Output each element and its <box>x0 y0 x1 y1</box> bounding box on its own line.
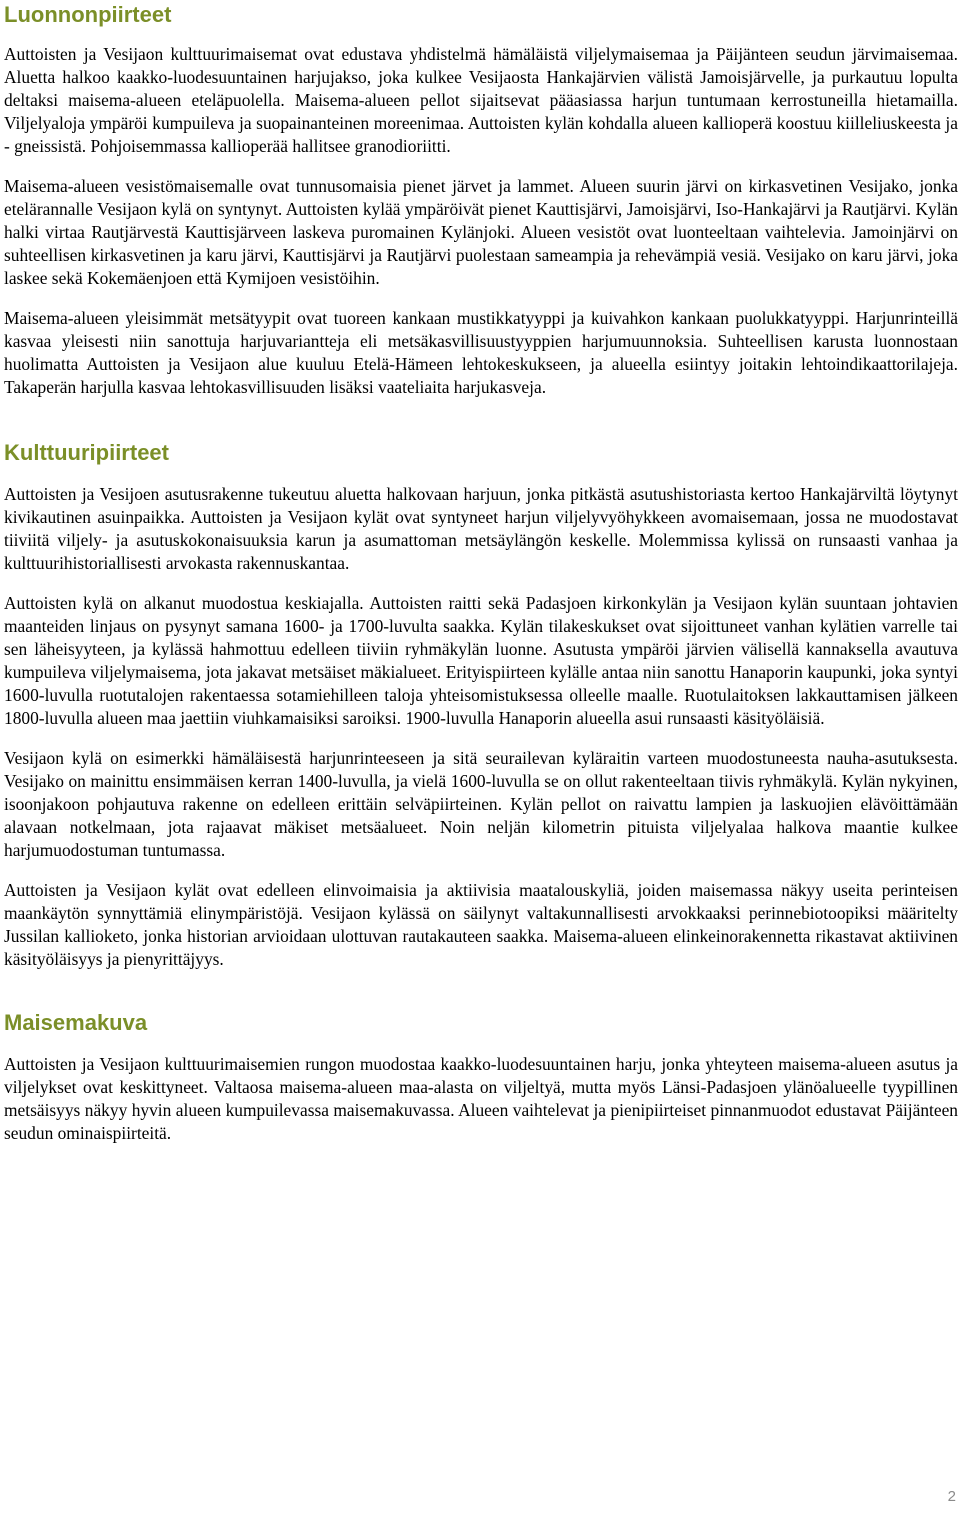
section-heading: Maisemakuva <box>4 1010 148 1035</box>
page-number: 2 <box>947 1488 956 1505</box>
section-heading: Kulttuuripiirteet <box>4 440 169 465</box>
document-page <box>4 0 958 1145</box>
section-heading: Luonnonpiirteet <box>4 2 172 27</box>
section-luonnonpiirteet <box>4 1 958 399</box>
body-paragraph: Maisema-alueen vesistömaisemalle ovat tunnusomaisia pienet järvet ja lammet. Alueen suurin järvi on kirkasvetinen Vesijako, jonka etelärannalle Vesijaon kylä on syntynyt. Auttoisten kylää ympäröivät pienet Kauttisjärvi, Jamoisjärvi, Iso-Hankajärvi ja Rautjärvi. Kylän halki virtaa Rautjärvestä Kauttisjärveen laskeva puromainen Kylänjoki. Alueen vesistöt ovat luonteeltaan vaihtelevia. Jamoinjärvi on suhteellisen kirkasvetinen ja karu järvi, Kauttisjärvi ja Rautjärvi puolestaan sameampia ja rehevämpiä vesiä. Vesijako on karu järvi, joka laskee sekä Kokemäenjoen että Kymijoen vesistöihin. <box>4 176 958 288</box>
body-paragraph: Auttoisten ja Vesijaon kylät ovat edelleen elinvoimaisia ja aktiivisia maatalouskyliä, joiden maisemassa näkyy useita perinteisen maankäytön synnyttämiä elinympäristöjä. Vesijaon kylässä on säilynyt valtakunnallisesti arvokkaaksi perinnebiotoopiksi määritelty Jussilan kallioketo, jonka historian arvioidaan ulottuvan rautakauteen saakka. Maisema-alueen elinkeinorakennetta rikastavat aktiivinen käsityöläisyys ja pienyrittäjyys. <box>4 880 958 969</box>
body-paragraph: Auttoisten ja Vesijoen asutusrakenne tukeutuu aluetta halkovaan harjuun, jonka pitkästä asutushistoriasta kertoo Hankajärviltä löytynyt kivikautinen asuinpaikka. Auttoisten ja Vesijaon kylät ovat syntyneet harjun viljelyvyöhykkeen avomaisemaan, jossa ne muodostavat tiiviitä viljely- ja asutuskokonaisuuksia karun ja asumattoman metsäylängön keskelle. Molemmissa kylissä on runsaasti vanhaa ja kulttuurihistoriallisesti arvokasta rakennuskantaa. <box>4 484 958 573</box>
body-paragraph: Auttoisten kylä on alkanut muodostua keskiajalla. Auttoisten raitti sekä Padasjoen kirkonkylän ja Vesijaon kylän suuntaan johtavien maanteiden linjaus on pysynyt samana 1600- ja 1700-luvulta saakka. Kylän tilakeskukset ovat sijoittuneet vanhan kylätien varrelle tai sen läheisyyteen, ja kylässä hahmottuu edelleen tiiviin ryhmäkylän luonne. Asutusta ympäröi järvien välisellä kannaksella avautuva kumpuileva viljelymaisema, jota jakavat metsäiset mäkialueet. Erityispiirteen kylälle antaa niin sanottu Hanaporin kaupunki, joka syntyi 1600-luvulla ruotutalojen rakentaessa sotamiehilleen taloja yhteisomistuksessa olleelle maalle. Ruotulaitoksen lakkauttamisen jälkeen 1800-luvulla alueen maa jaettiin viuhkamaisiksi saroiksi. 1900-luvulla Hanaporin alueella asui runsaasti käsityöläisiä. <box>4 593 958 728</box>
section-kulttuuripiirteet <box>4 439 958 971</box>
body-paragraph: Vesijaon kylä on esimerkki hämäläisestä harjunrinteeseen ja sitä seurailevan kyläraitin varteen muodostuneesta nauha-asutuksesta. Vesijako on mainittu ensimmäisen kerran 1400-luvulla, ja vielä 1600-luvulla se on ollut rakenteeltaan tiivis ryhmäkylä. Kylän nykyinen, isoonjakoon pohjautuva rakenne on edelleen erittäin selväpiirteinen. Kylän pellot on raivattu lampien ja laskuojien elävöittämään alavaan notkelmaan, jota rajaavat mäkiset metsäalueet. Noin neljän kilometrin pituista viljelyalaa halkova maantie kulkee harjumuodostuman tuntumassa. <box>4 748 958 860</box>
body-paragraph: Maisema-alueen yleisimmät metsätyypit ovat tuoreen kankaan mustikkatyyppi ja kuivahkon kankaan puolukkatyyppi. Harjunrinteillä kasvaa yleisesti niin sanottuja harjuvariantteja eli metsäkasvillisuustyyppien harjumuunnoksia. Suhteellisen karusta luonnostaan huolimatta Auttoisten ja Vesijaon alue kuuluu Etelä-Hämeen lehtokeskukseen, ja alueella esiintyy joitakin lehtoindikaattorilajeja. Takaperän harjulla kasvaa lehtokasvillisuuden lisäksi vaateliaita harjukasveja. <box>4 308 958 397</box>
section-maisemakuva <box>4 1009 958 1145</box>
body-paragraph: Auttoisten ja Vesijaon kulttuurimaisemat ovat edustava yhdistelmä hämäläistä viljelymaisemaa ja Päijänteen seudun järvimaisemaa. Aluetta halkoo kaakko-luodesuuntainen harjujakso, joka kulkee Vesijaosta Hankajärvien välistä Jamoisjärvelle, ja purkautuu lopulta deltaksi maisema-alueen eteläpuolella. Maisema-alueen pellot sijaitsevat pääasiassa harjun tuntumaan kerrostuneilla hietamailla. Viljelyaloja ympäröi kumpuileva ja suopainanteinen moreenimaa. Auttoisten kylän kohdalla alueen kallioperä koostuu kiilleliuskeesta ja - gneissistä. Pohjoisemmassa kallioperää hallitsee granodioriitti. <box>4 44 958 156</box>
body-paragraph: Auttoisten ja Vesijaon kulttuurimaisemien rungon muodostaa kaakko-luodesuuntainen harju, jonka yhteyteen maisema-alueen asutus ja viljelykset ovat keskittyneet. Valtaosa maisema-alueen maa-alasta on viljeltyä, mutta myös Länsi-Padasjoen ylänöalueelle tyypillinen metsäisyys näkyy hyvin alueen kumpuilevassa maisemakuvassa. Alueen vaihtelevat ja pienipiirteiset pinnanmuodot edustavat Päijänteen seudun ominaispiirteitä. <box>4 1054 958 1143</box>
